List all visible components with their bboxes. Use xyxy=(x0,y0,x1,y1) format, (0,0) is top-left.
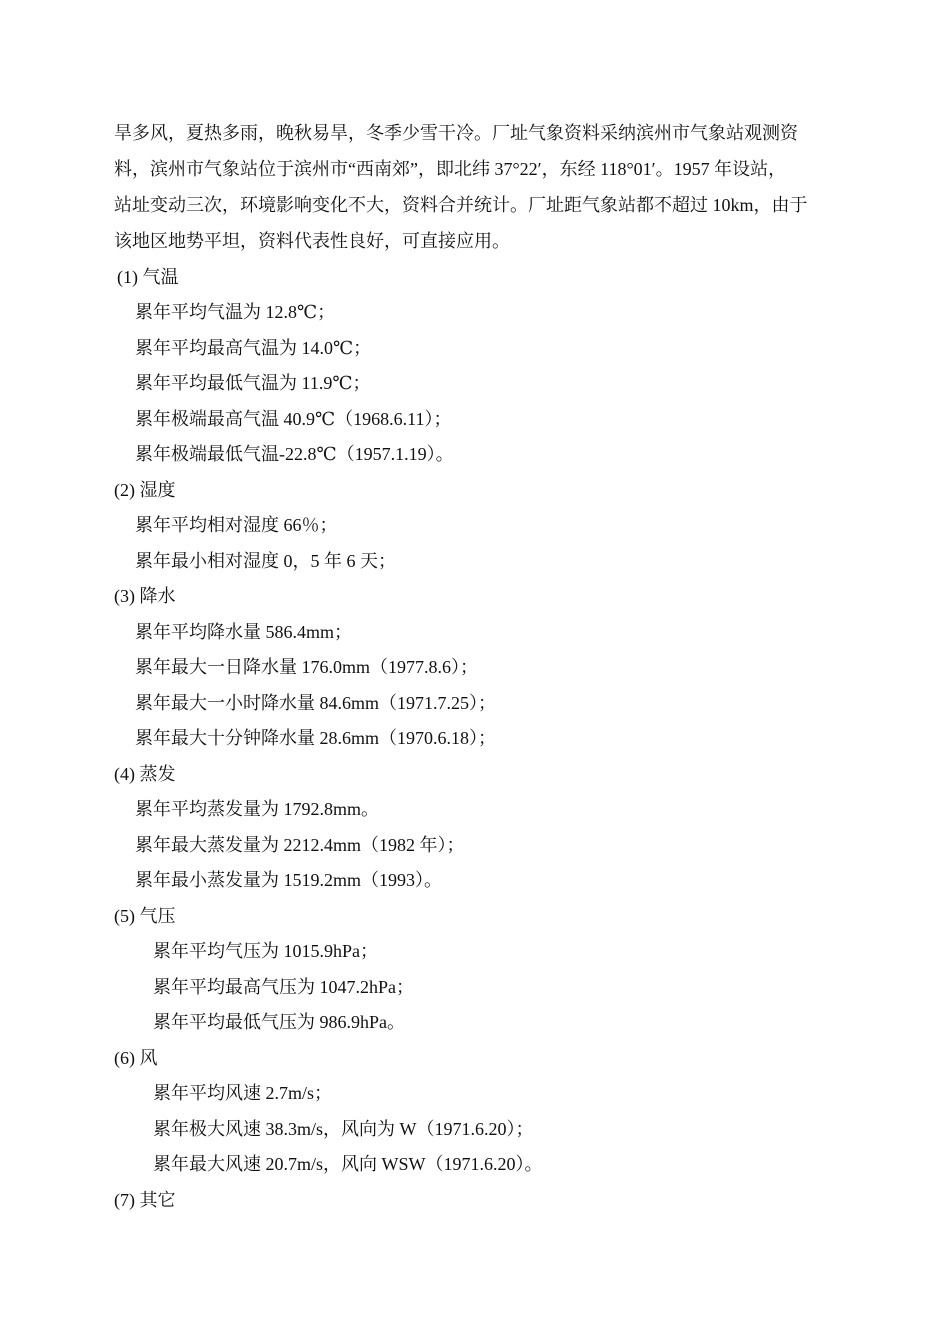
humidity-item: 累年最小相对湿度 0，5 年 6 天； xyxy=(135,551,396,571)
temperature-item: 累年平均最低气温为 11.9℃； xyxy=(135,373,371,393)
precipitation-item: 累年最大一日降水量 176.0mm（1977.8.6）； xyxy=(135,657,479,677)
section-heading-temperature: (1) 气温 xyxy=(117,267,179,287)
section-heading-pressure: (5) 气压 xyxy=(114,906,176,926)
precipitation-item: 累年平均降水量 586.4mm； xyxy=(135,622,353,642)
evaporation-item: 累年平均蒸发量为 1792.8mm。 xyxy=(135,799,380,819)
temperature-item: 累年极端最低气温-22.8℃（1957.1.19）。 xyxy=(135,444,454,464)
temperature-item: 累年平均气温为 12.8℃； xyxy=(135,302,336,322)
precipitation-item: 累年最大一小时降水量 84.6mm（1971.7.25）； xyxy=(135,693,497,713)
section-heading-evaporation: (4) 蒸发 xyxy=(114,764,176,784)
evaporation-item: 累年最小蒸发量为 1519.2mm（1993）。 xyxy=(135,870,443,890)
wind-item: 累年极大风速 38.3m/s，风向为 W（1971.6.20）； xyxy=(153,1119,534,1139)
pressure-item: 累年平均气压为 1015.9hPa； xyxy=(153,941,378,961)
precipitation-item: 累年最大十分钟降水量 28.6mm（1970.6.18）； xyxy=(135,728,497,748)
intro-line-4: 该地区地势平坦，资料代表性良好，可直接应用。 xyxy=(114,231,510,251)
section-heading-humidity: (2) 湿度 xyxy=(114,480,176,500)
intro-line-3: 站址变动三次，环境影响变化不大，资料合并统计。厂址距气象站都不超过 10km，由于 xyxy=(114,195,808,215)
pressure-item: 累年平均最高气压为 1047.2hPa； xyxy=(153,977,414,997)
temperature-item: 累年平均最高气温为 14.0℃； xyxy=(135,338,372,358)
wind-item: 累年最大风速 20.7m/s，风向 WSW（1971.6.20）。 xyxy=(153,1154,543,1174)
intro-line-2: 料，滨州市气象站位于滨州市“西南郊”，即北纬 37°22′，东经 118°01′。1957 年设站， xyxy=(114,159,787,179)
section-heading-precipitation: (3) 降水 xyxy=(114,586,176,606)
intro-line-1: 旱多风，夏热多雨，晚秋易旱，冬季少雪干冷。厂址气象资料采纳滨州市气象站观测资 xyxy=(114,123,798,143)
wind-item: 累年平均风速 2.7m/s； xyxy=(153,1083,333,1103)
evaporation-item: 累年最大蒸发量为 2212.4mm（1982 年）； xyxy=(135,835,465,855)
humidity-item: 累年平均相对湿度 66％； xyxy=(135,515,338,535)
section-heading-other: (7) 其它 xyxy=(114,1190,176,1210)
section-heading-wind: (6) 风 xyxy=(114,1048,158,1068)
pressure-item: 累年平均最低气压为 986.9hPa。 xyxy=(153,1012,405,1032)
temperature-item: 累年极端最高气温 40.9℃（1968.6.11）； xyxy=(135,409,452,429)
